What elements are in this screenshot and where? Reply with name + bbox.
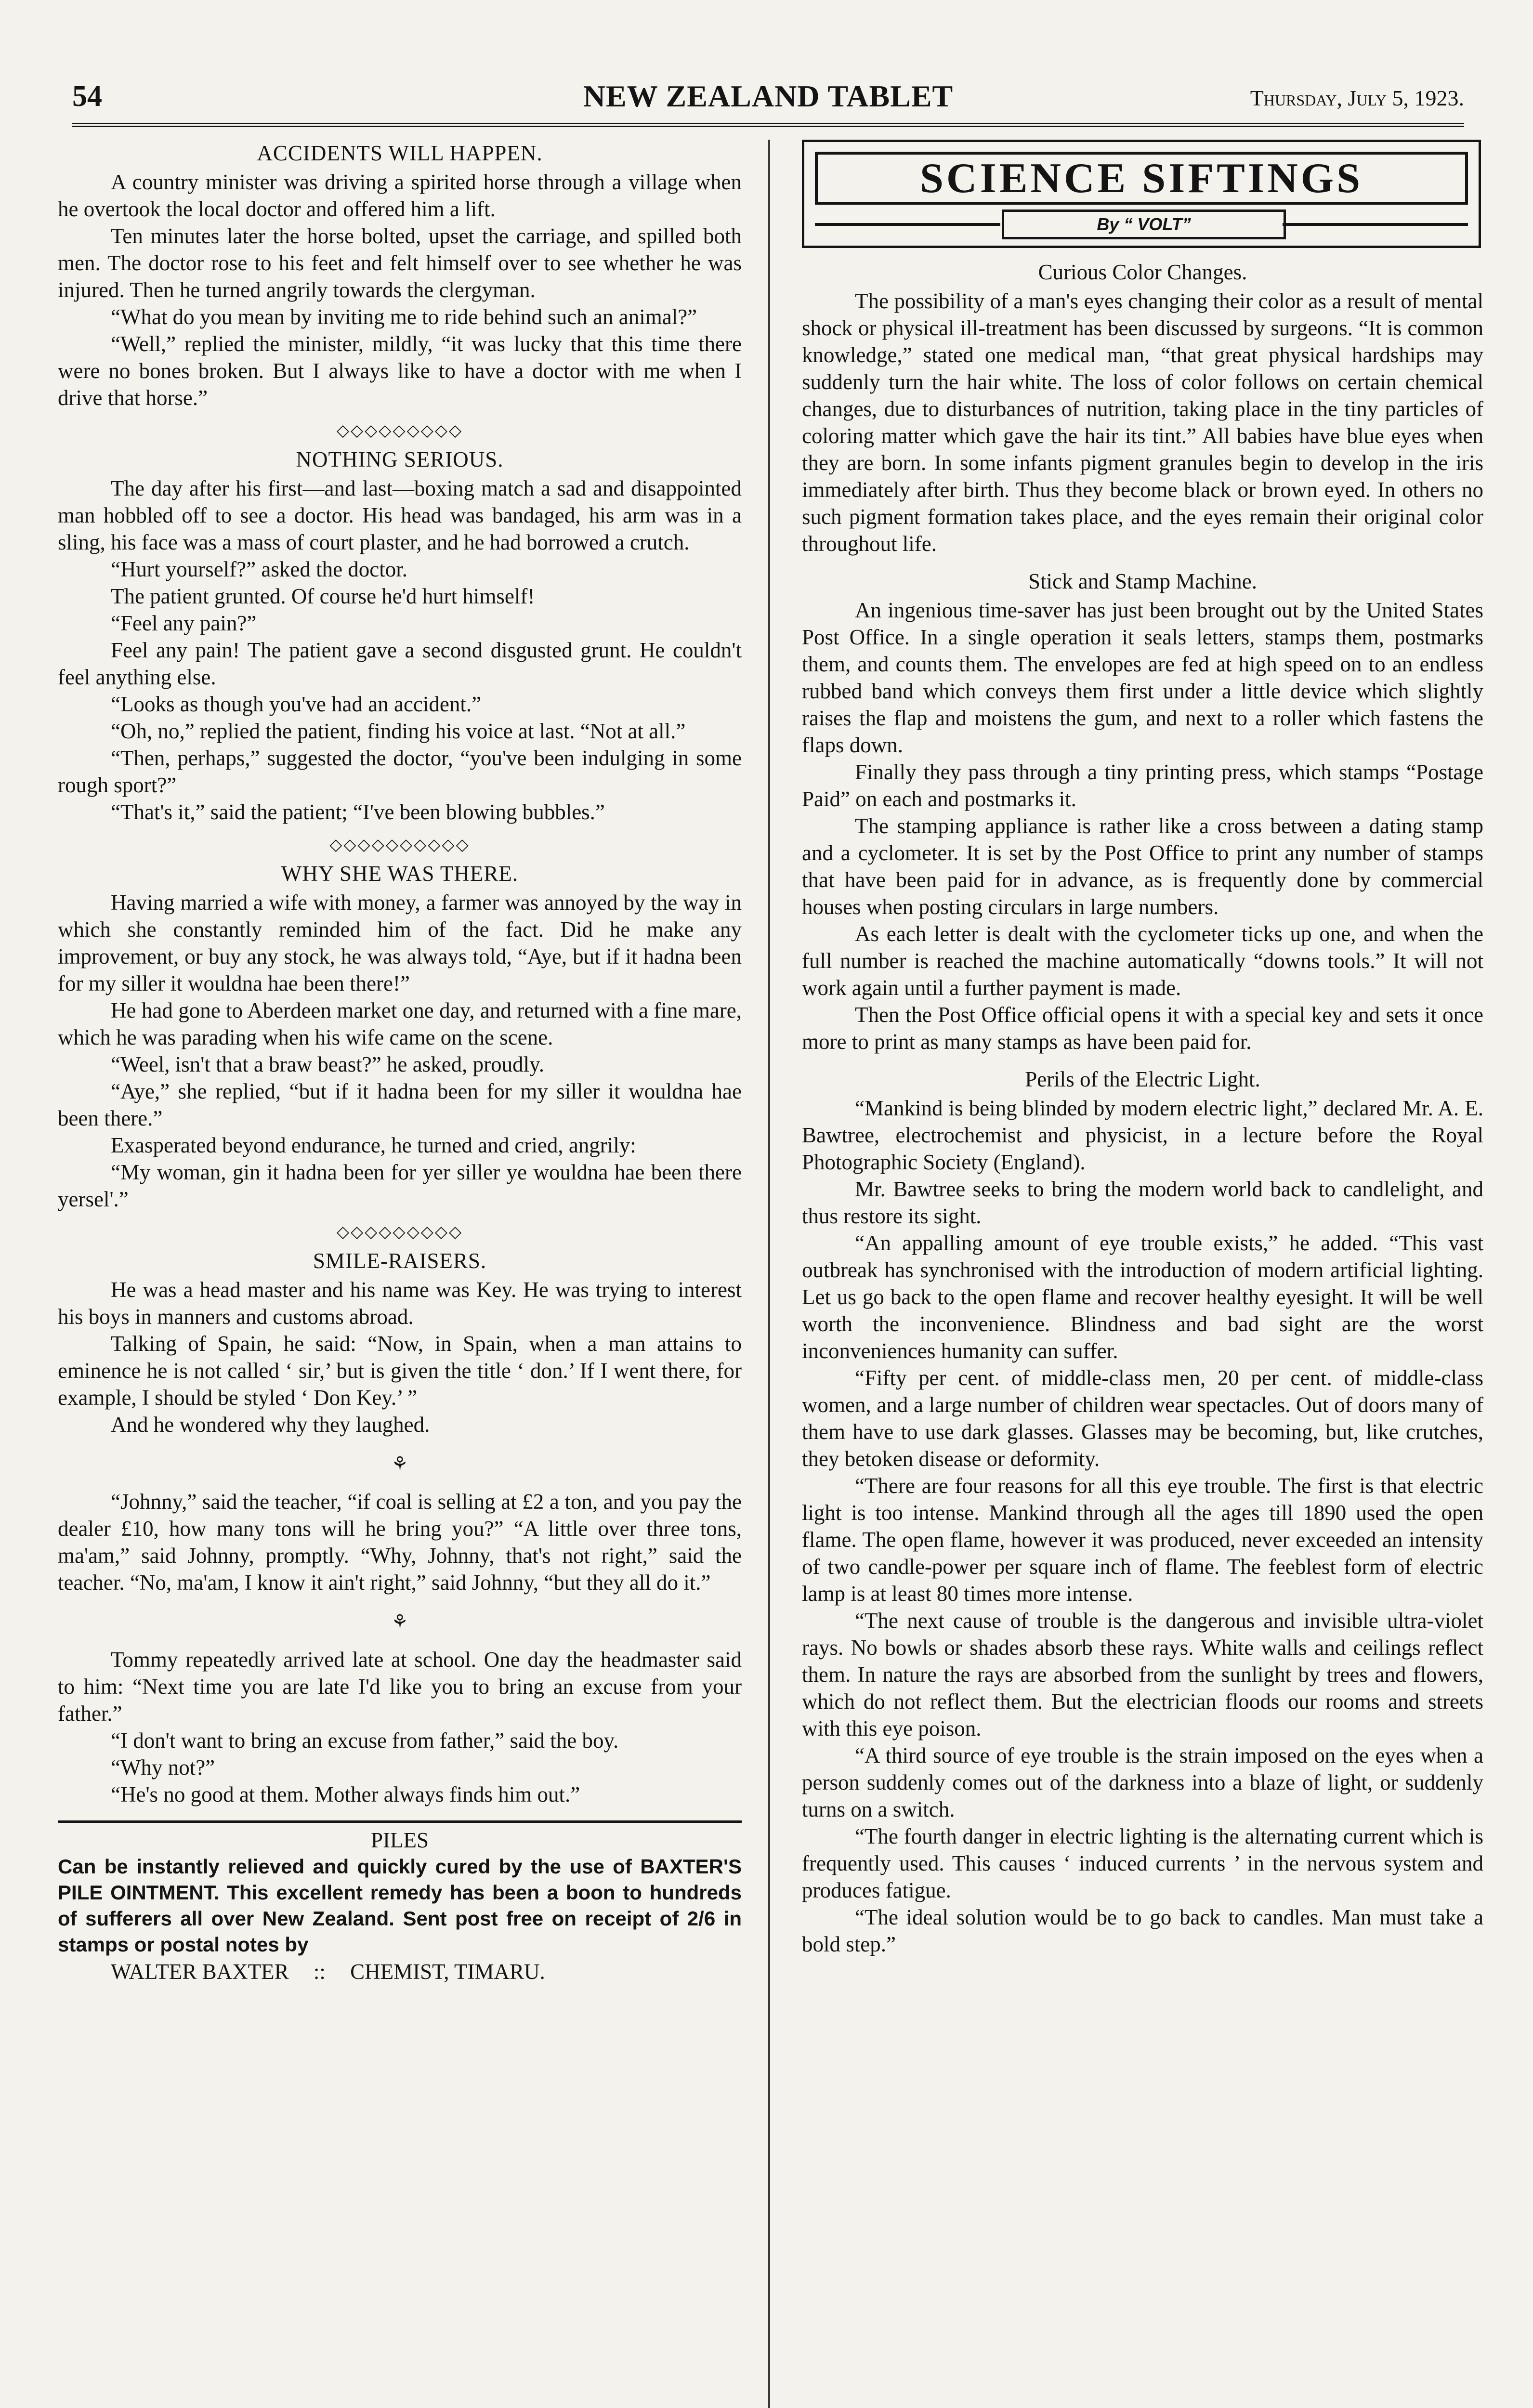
diamond-ornament: ◇◇◇◇◇◇◇◇◇ — [336, 1223, 463, 1241]
paragraph: “Well,” replied the minister, mildly, “it was lucky that this time there were no bones broken. But I always like to have a doctor with me when I drive that horse.” — [58, 332, 742, 410]
paragraph: “Aye,” she replied, “but if it hadna been for my siller it wouldna hae been there.” — [58, 1079, 742, 1130]
story-nothing-serious — [58, 446, 742, 825]
story-title: SMILE-RAISERS. — [313, 1249, 487, 1273]
paragraph: “Hurt yourself?” asked the doctor. — [111, 557, 408, 581]
paragraph: A country minister was driving a spirited horse through a village when he overtook the local doctor and offered him a lift. — [58, 170, 742, 221]
article-title: Curious Color Changes. — [1038, 260, 1247, 284]
paragraph: An ingenious time-saver has just been brought out by the United States Post Office. In a single operation it seals letters, stamps them, postmarks them, and counts them. The envelopes are fed at high speed on to an endless rubbed band which conveys them first under a little device which slightly raises the flap and moistens the gum, and next to a roller which fastens the flaps down. — [802, 598, 1483, 757]
byline: By “ VOLT” — [1002, 209, 1286, 239]
paragraph: As each letter is dealt with the cyclometer ticks up one, and when the full number is reached the machine automatically “downs tools.” It will not work again until a further payment is made. — [802, 922, 1483, 1000]
paragraph: “The fourth danger in electric lighting is the alternating current which is frequently used. This causes ‘ induced currents ’ in the nervous system and produces fatigue. — [802, 1824, 1483, 1902]
paragraph: “Johnny,” said the teacher, “if coal is selling at £2 a ton, and you pay the dealer £10, how many tons will he bring you?” “A little over three tons, ma'am,” said Johnny, promptly. “Why, Johnny, that's not right,” said the teacher. “No, ma'am, I know it ain't right,” said Johnny, “but they all do it.” — [58, 1490, 742, 1595]
article-title: Perils of the Electric Light. — [1025, 1067, 1260, 1091]
flower-ornament: ⚘ — [391, 1453, 408, 1475]
paragraph: Then the Post Office official opens it with a special key and sets it once more to print as many stamps as have been paid for. — [802, 1003, 1483, 1054]
page-number: 54 — [72, 80, 102, 113]
story-title: ACCIDENTS WILL HAPPEN. — [257, 141, 543, 165]
story-smile-raisers — [58, 1247, 742, 1808]
paragraph: “What do you mean by inviting me to ride behind such an animal?” — [111, 305, 697, 329]
paragraph: “I don't want to bring an excuse from father,” said the boy. — [111, 1728, 619, 1753]
story-title: WHY SHE WAS THERE. — [281, 862, 519, 886]
advert-signature — [111, 1958, 742, 1986]
paragraph: “An appalling amount of eye trouble exists,” he added. “This vast outbreak has synchronised with the introduction of modern artificial lighting. Let us go back to the open flame and recover healthy eyesight. It will be well worth the inconvenience. Blindness and bad sight are the worst inconveniences humanity can suffer. — [802, 1231, 1483, 1363]
paragraph: The stamping appliance is rather like a cross between a dating stamp and a cyclometer. It is set by the Post Office to print any number of stamps that have been paid for in advance, as is frequently done by commercial houses when posting circulars in large numbers. — [802, 814, 1483, 919]
paragraph: And he wondered why they laughed. — [111, 1413, 430, 1437]
paragraph: “Then, perhaps,” suggested the doctor, “you've been indulging in some rough sport?” — [58, 746, 742, 797]
paragraph: “Looks as though you've had an accident.” — [111, 692, 482, 716]
paragraph: Ten minutes later the horse bolted, upset the carriage, and spilled both men. The doctor rose to his feet and felt himself over to see whether he was injured. Then he turned angrily towards the clergyman. — [58, 224, 742, 302]
diamond-ornament: ◇◇◇◇◇◇◇◇◇◇ — [329, 836, 470, 854]
paragraph: Feel any pain! The patient gave a second disgusted grunt. He couldn't feel anything else. — [58, 638, 742, 689]
column-divider — [768, 140, 770, 2408]
advert-place: CHEMIST, TIMARU. — [350, 1960, 545, 1984]
science-siftings-header — [802, 140, 1481, 248]
paragraph: “There are four reasons for all this eye trouble. The first is that electric light is too intense. Mankind through all the ages till 1890 used the open flame. The open flame, however it was produced, never exceeded an intensity of two candle-power per square inch of flame. The feeblest form of electric lamp is at least 80 times more intense. — [802, 1474, 1483, 1606]
article-color-changes — [802, 259, 1483, 557]
paragraph: “He's no good at them. Mother always finds him out.” — [111, 1782, 580, 1806]
paragraph: “A third source of eye trouble is the strain imposed on the eyes when a person suddenly comes out of the darkness into a blaze of light, or suddenly turns on a switch. — [802, 1743, 1483, 1821]
paragraph: “Feel any pain?” — [111, 611, 257, 635]
paragraph: “My woman, gin it hadna been for yer siller ye wouldna hae been there yersel'.” — [58, 1160, 742, 1211]
paragraph: “The next cause of trouble is the dangerous and invisible ultra-violet rays. No bowls or shades absorb these rays. White walls and ceilings reflect them. In nature the rays are absorbed from the sunlight by trees and flowers, which do not reflect them. But the electrician floods our rooms and streets with this eye poison. — [802, 1609, 1483, 1741]
paragraph: “The ideal solution would be to go back to candles. Man must take a bold step.” — [802, 1905, 1483, 1956]
paragraph: The patient grunted. Of course he'd hurt himself! — [111, 584, 535, 608]
paragraph: Having married a wife with money, a farmer was annoyed by the way in which she constantly reminded him of the fact. Did he make any improvement, or buy any stock, he was always told, “Aye, but if it hadna been for my siller it wouldna hae been there!” — [58, 890, 742, 995]
flower-ornament: ⚘ — [391, 1611, 408, 1633]
header-rule — [1283, 223, 1468, 226]
paragraph: He had gone to Aberdeen market one day, and returned with a fine mare, which he was parading when his wife came on the scene. — [58, 998, 742, 1049]
paragraph: The possibility of a man's eyes changing their color as a result of mental shock or physical ill-treatment has been discussed by surgeons. “It is common knowledge,” stated one medical man, “that great physical hardships may suddenly turn the hair white. The loss of color follows on certain chemical changes, due to disturbances of nutrition, taking place in the tiny particles of coloring matter which gave the hair its tint.” All babies have blue eyes when they are born. In some infants pigment granules begin to develop in the iris immediately after birth. Thus they become black or brown eyed. In others no such pigment formation takes place, and the eyes remain their original color throughout life. — [802, 289, 1483, 556]
left-column — [58, 140, 742, 1986]
advert-name: WALTER BAXTER — [111, 1960, 289, 1984]
issue-date: Thursday, July 5, 1923. — [1250, 86, 1464, 110]
article-stamp-machine — [802, 568, 1483, 1055]
piles-advert — [58, 1820, 742, 1986]
article-electric-light — [802, 1066, 1483, 1958]
diamond-ornament: ◇◇◇◇◇◇◇◇◇ — [336, 422, 463, 440]
story-why-she-was-there — [58, 860, 742, 1213]
paragraph: Exasperated beyond endurance, he turned and cried, angrily: — [111, 1133, 636, 1157]
section-title: SCIENCE SIFTINGS — [919, 155, 1363, 202]
paragraph: Talking of Spain, he said: “Now, in Spain, when a man attains to eminence he is not called ‘ sir,’ but is given the title ‘ don.’ If I went there, for example, I should be styled ‘ Don Key.’ ” — [58, 1332, 742, 1410]
paragraph: “Fifty per cent. of middle-class men, 20 per cent. of middle-class women, and a large number of children wear spectacles. Out of doors many of them have to use dark glasses. Glasses may be becoming, but, like crutches, they betoken disease or deformity. — [802, 1366, 1483, 1471]
header-rule — [815, 223, 1000, 226]
paper-name: NEW ZEALAND TABLET — [583, 79, 954, 113]
story-accidents — [58, 140, 742, 411]
paragraph: He was a head master and his name was Key. He was trying to interest his boys in manners and customs abroad. — [58, 1278, 742, 1329]
paragraph: Tommy repeatedly arrived late at school. One day the headmaster said to him: “Next time you are late I'd like you to bring an excuse from your father.” — [58, 1648, 742, 1726]
paragraph: “Weel, isn't that a braw beast?” he asked, proudly. — [111, 1052, 544, 1076]
advert-body: Can be instantly relieved and quickly cured by the use of BAXTER'S PILE OINTMENT. This excellent remedy has been a boon to hundreds of sufferers all over New Zealand. Sent post free on receipt of 2/6 in stamps or postal notes by — [58, 1855, 742, 1956]
paragraph: Mr. Bawtree seeks to bring the modern world back to candlelight, and thus restore its sight. — [802, 1177, 1483, 1228]
paragraph: The day after his first—and last—boxing match a sad and disappointed man hobbled off to see a doctor. His head was bandaged, his arm was in a sling, his face was a mass of court plaster, and he had borrowed a crutch. — [58, 476, 742, 554]
paragraph: “That's it,” said the patient; “I've been blowing bubbles.” — [111, 800, 605, 824]
story-title: NOTHING SERIOUS. — [296, 447, 504, 471]
advert-title: PILES — [370, 1828, 429, 1852]
article-title: Stick and Stamp Machine. — [1028, 569, 1257, 593]
right-column — [802, 140, 1483, 1958]
masthead — [72, 75, 1464, 127]
paragraph: Finally they pass through a tiny printing press, which stamps “Postage Paid” on each and postmarks it. — [802, 760, 1483, 811]
science-title-frame — [815, 152, 1468, 205]
paragraph: “Mankind is being blinded by modern electric light,” declared Mr. A. E. Bawtree, electrochemist and physicist, in a lecture before the Royal Photographic Society (England). — [802, 1096, 1483, 1174]
paragraph: “Why not?” — [111, 1755, 215, 1780]
advert-separator: :: — [313, 1960, 326, 1984]
paragraph: “Oh, no,” replied the patient, finding his voice at last. “Not at all.” — [111, 719, 686, 743]
